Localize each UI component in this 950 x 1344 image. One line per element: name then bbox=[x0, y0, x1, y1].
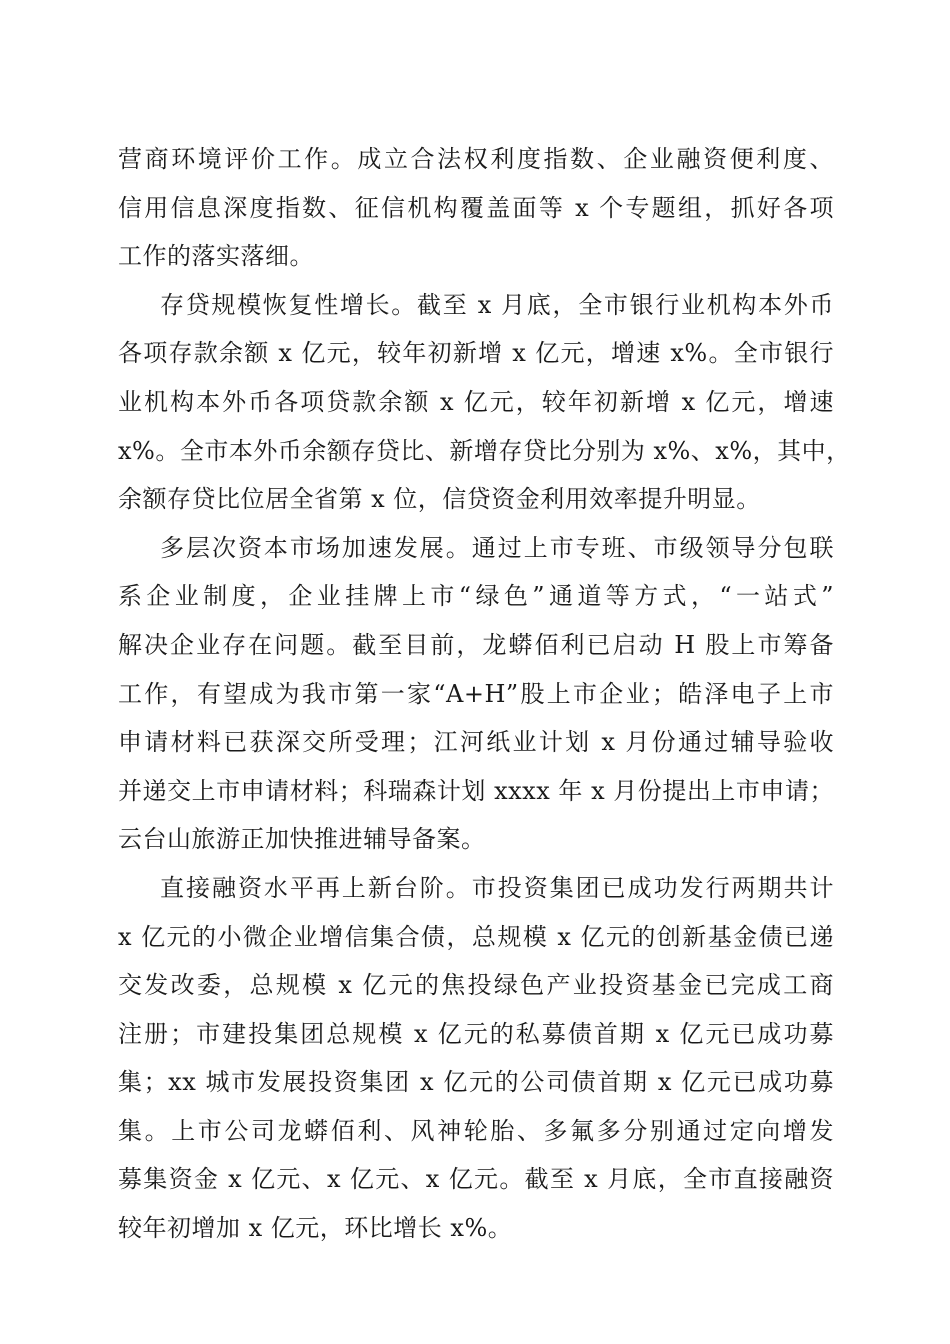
paragraph-direct-financing bbox=[118, 864, 834, 1253]
text-line: x%。全市本外币余额存贷比、新增存贷比分别为 x%、x%，其中， bbox=[118, 436, 851, 465]
paragraph-deposits-loans bbox=[118, 281, 851, 524]
text-line: 信用信息深度指数、征信机构覆盖面等 x 个专题组，抓好各项 bbox=[118, 193, 834, 222]
paragraph-capital-market bbox=[118, 524, 834, 864]
text-line: 集。上市公司龙蟒佰利、风神轮胎、多氟多分别通过定向增发 bbox=[118, 1116, 834, 1145]
text-line: 余额存贷比位居全省第 x 位，信贷资金利用效率提升明显。 bbox=[118, 485, 761, 514]
text-line: 并递交上市申请材料；科瑞森计划 xxxx 年 x 月份提出上市申请； bbox=[118, 776, 834, 805]
text-line: 交发改委，总规模 x 亿元的焦投绿色产业投资基金已完成工商 bbox=[118, 971, 834, 1000]
text-line: 较年初增加 x 亿元，环比增长 x%。 bbox=[118, 1214, 513, 1243]
document-body bbox=[118, 135, 851, 1253]
text-line: 业机构本外币各项贷款余额 x 亿元，较年初新增 x 亿元，增速 bbox=[118, 387, 834, 416]
text-line: 各项存款余额 x 亿元，较年初新增 x 亿元，增速 x%。全市银行 bbox=[118, 339, 834, 368]
text-line: 集；xx 城市发展投资集团 x 亿元的公司债首期 x 亿元已成功募 bbox=[118, 1068, 834, 1097]
text-line: 解决企业存在问题。截至目前，龙蟒佰利已启动 H 股上市筹备 bbox=[118, 630, 834, 659]
text-line: 工作，有望成为我市第一家“A+H”股上市企业；皓泽电子上市 bbox=[118, 679, 834, 708]
text-line: 申请材料已获深交所受理；江河纸业计划 x 月份通过辅导验收 bbox=[118, 728, 834, 757]
text-line: 多层次资本市场加速发展。通过上市专班、市级领导分包联 bbox=[160, 533, 834, 562]
paragraph-business-environment bbox=[118, 135, 834, 281]
text-line: x 亿元的小微企业增信集合债，总规模 x 亿元的创新基金债已递 bbox=[118, 922, 834, 951]
text-line: 注册；市建投集团总规模 x 亿元的私募债首期 x 亿元已成功募 bbox=[118, 1019, 834, 1048]
text-line: 直接融资水平再上新台阶。市投资集团已成功发行两期共计 bbox=[160, 873, 834, 902]
text-line: 募集资金 x 亿元、x 亿元、x 亿元。截至 x 月底，全市直接融资 bbox=[118, 1165, 834, 1194]
text-line: 存贷规模恢复性增长。截至 x 月底，全市银行业机构本外币 bbox=[160, 290, 834, 319]
text-line: 云台山旅游正加快推进辅导备案。 bbox=[118, 825, 486, 854]
text-line: 工作的落实落细。 bbox=[118, 242, 314, 271]
text-line: 系企业制度，企业挂牌上市“绿色”通道等方式，“一站式” bbox=[118, 582, 834, 611]
text-line: 营商环境评价工作。成立合法权利度指数、企业融资便利度、 bbox=[118, 145, 834, 173]
